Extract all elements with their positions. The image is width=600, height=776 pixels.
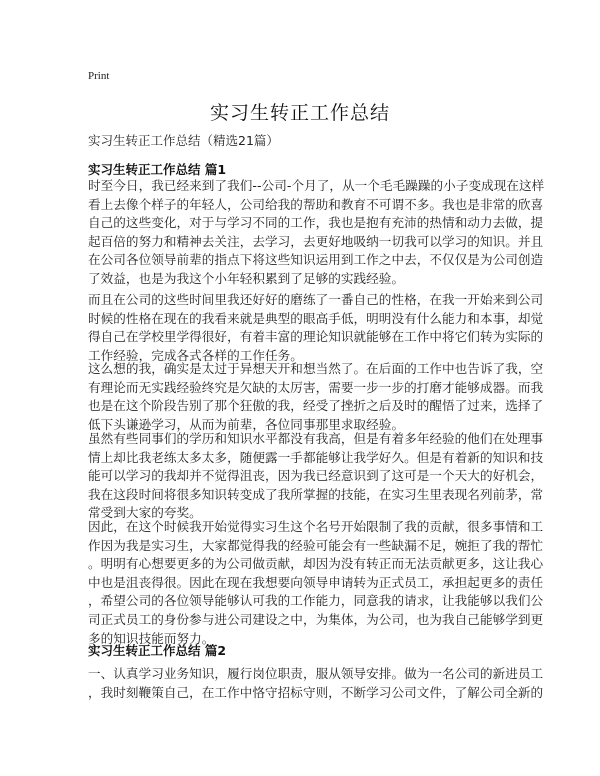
paragraph	[88, 177, 545, 289]
text-line: 能可以学习的我却并不觉得沮丧，因为我已经意识到了这可是一个天大的好机会，	[88, 468, 544, 484]
text-line: 起百倍的努力和精神去关注，去学习，去更好地吸纳一切我可以学习的知识。并且	[88, 233, 544, 249]
text-line: 在公司各位领导前辈的指点下将这些知识运用到工作之中去，不仅仅是为公司创造	[88, 252, 544, 268]
text-line: 得自己在学校里学得很好，有着丰富的理论知识就能够在工作中将它们转为实际的	[88, 329, 544, 345]
paragraph	[88, 360, 544, 434]
section-heading-2: 实习生转正工作总结 篇2	[88, 643, 227, 658]
text-line: ，我时刻鞭策自己，在工作中恪守招标守则，不断学习公司文件，了解公司全新的	[88, 684, 544, 700]
text-line: 看上去像个样子的年轻人，公司给我的帮助和教育不可谓不多。我也是非常的欣喜	[88, 196, 544, 212]
text-line: 一、认真学习业务知识，履行岗位职责，服从领导安排。做为一名公司的新进员工	[88, 666, 544, 681]
text-line: 司正式员工的身份参与进公司建设之中，为集体，为公司，也为我自己能够学到更	[88, 611, 544, 627]
text-line: 有理论而无实践经验终究是欠缺的太厉害，需要一步一步的打磨才能够成器。而我	[88, 379, 544, 395]
text-line: 我在这段时间将很多知识转变成了我所掌握的技能，在实习生里表现名列前茅，常	[88, 486, 544, 502]
text-line: 自己的这些变化，对于与学习不同的工作，我也是抱有充沛的热情和动力去做，提	[88, 215, 544, 231]
text-line: 工作经验，完成各式各样的工作任务。	[88, 347, 303, 363]
text-line: 因此，在这个时候我开始觉得实习生这个名号开始限制了我的贡献，很多事情和工	[88, 519, 544, 534]
paragraph	[88, 430, 544, 523]
text-line: 时候的性格在现在的我看来就是典型的眼高手低，明明没有什么能力和本事，却觉	[88, 310, 544, 326]
text-line: 多的知识技能而努力。	[88, 630, 215, 646]
text-line: 也是在这个阶段告别了那个狂傲的我，经受了挫折之后及时的醒悟了过来，选择了	[88, 398, 544, 414]
paragraph	[88, 665, 544, 702]
paragraph	[88, 291, 544, 365]
page-subtitle: 实习生转正工作总结（精选21篇）	[88, 133, 279, 148]
text-line: 作因为我是实习生，大家都觉得我的经验可能会有一些缺漏不足，婉拒了我的帮忙	[88, 537, 544, 553]
print-label: Print	[88, 70, 110, 82]
text-line: 常受到大家的夸奖。	[88, 505, 202, 521]
text-line: 这么想的我，确实是太过于异想天开和想当然了。在后面的工作中也告诉了我，空	[88, 361, 544, 376]
text-line: 虽然有些同事们的学历和知识水平都没有我高，但是有着多年经验的他们在处理事	[88, 431, 544, 446]
paragraph	[88, 518, 544, 648]
text-line: 情上却比我老练太多太多，随便露一手都能够让我学好久。但是有着新的知识和技	[88, 449, 544, 465]
text-line: ，希望公司的各位领导能够认可我的工作能力，同意我的请求，让我能够以我们公	[88, 593, 544, 609]
text-line: 中也是沮丧得很。因此在现在我想要向领导申请转为正式员工，承担起更多的责任	[88, 574, 544, 590]
section-heading-1: 实习生转正工作总结 篇1	[88, 162, 227, 177]
text-line: 而且在公司的这些时间里我还好好的磨练了一番自己的性格，在我一开始来到公司	[88, 292, 544, 307]
page-title: 实习生转正工作总结	[209, 102, 390, 124]
text-line: 了效益，也是为我这个小年轻积累到了足够的实践经验。	[88, 270, 405, 286]
text-line: 时至今日，我已经来到了我们--公司-个月了，从一个毛毛躁躁的小子变成现在这样	[88, 178, 545, 193]
text-line: 。明明有心想要更多的为公司做贡献，却因为没有转正而无法贡献更多，这让我心	[88, 556, 544, 572]
text-line: 低下头谦逊学习，从而为前辈，各位同事那里求取经验。	[88, 416, 405, 432]
